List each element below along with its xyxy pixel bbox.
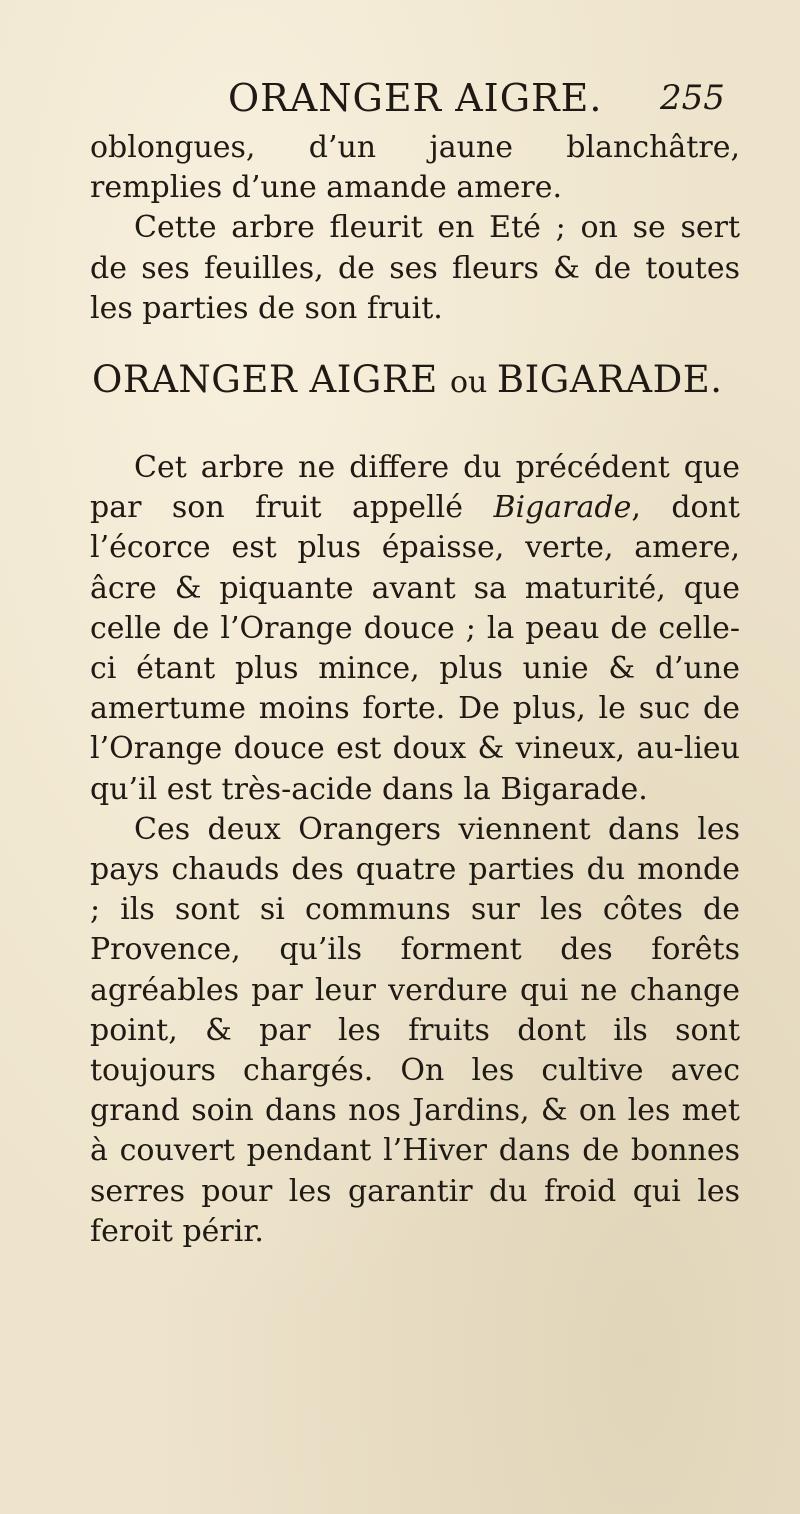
heading-connector: ou (450, 365, 497, 400)
bigarade-term: Bigarade (493, 490, 632, 526)
page-number: 255 (660, 78, 725, 118)
section-heading (92, 358, 752, 401)
continuation-text (90, 128, 740, 329)
flowering-paragraph: Cette arbre fleurit en Eté ; on se sert de ses feuilles, de ses fleurs & de toutes les parties de son fruit. (90, 210, 740, 326)
continuation-paragraph: oblongues, d’un jaune blanchâtre, remplies d’une amande amere. (90, 130, 740, 206)
running-head (0, 76, 800, 126)
description-text-start: Cet arbre ne differe du précédent que par son fruit appellé (90, 450, 740, 526)
habitat-paragraph: Ces deux Orangers viennent dans les pays chauds des quatre parties du monde ; ils sont si communs sur les côtes de Provence, qu’ils forment des forêts agréables par leur verdure qui ne change point, & par les fruits dont ils sont toujours chargés. On les cultive avec grand soin dans nos Jardins, & on les met à couvert pendant l’Hiver dans de bonnes serres pour les garantir du froid qui les feroit périr. (90, 811, 740, 1249)
heading-main: ORANGER AIGRE (92, 358, 450, 401)
description-text-end: , dont l’écorce est plus épaisse, verte, amere, âcre & piquante avant sa maturité, que celle de l’Orange douce ; la peau de celle-ci étant plus mince, plus unie & d’une amertume moins forte. De plus, le suc de l’Orange douce est doux & vineux, au-lieu qu’il est très-acide dans la Bigarade. (90, 490, 740, 807)
running-title: ORANGER AIGRE. (228, 76, 603, 120)
heading-term: BIGARADE. (496, 358, 723, 401)
description-paragraph (90, 448, 740, 810)
section-body (90, 448, 740, 1252)
